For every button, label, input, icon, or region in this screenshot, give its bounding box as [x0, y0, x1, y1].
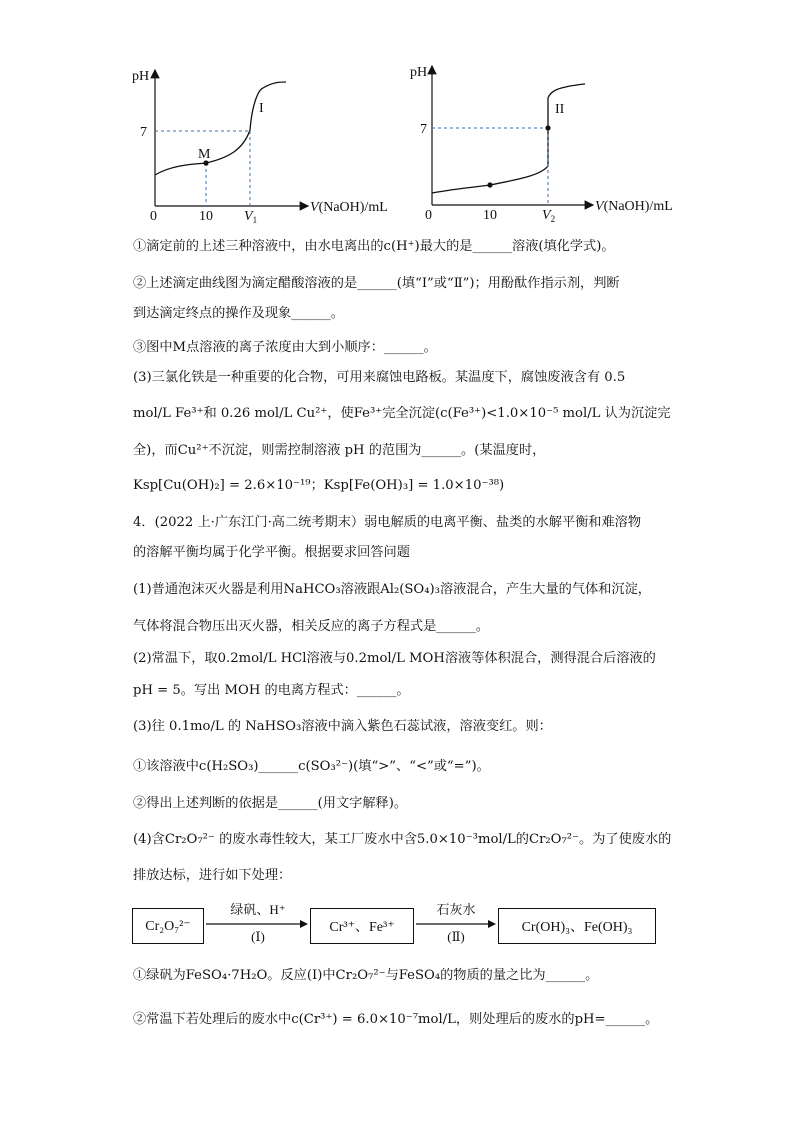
tick-v1: $V_1$	[244, 209, 258, 225]
question-line: ③图中M点溶液的离子浓度由大到小顺序：______。	[133, 340, 437, 355]
x-label: V(NaOH)/mL	[595, 199, 673, 214]
question-line: ②得出上述判断的依据是______(用文字解释)。	[133, 796, 408, 811]
flow-box-dichromate: Cr₂O₇²⁻	[132, 908, 204, 944]
question-line: pH = 5。写出 MOH 的电离方程式：______。	[133, 683, 410, 698]
arrow1	[204, 917, 310, 931]
question-line: (3)往 0.1mo/L 的 NaHSO₃溶液中滴入紫色石蕊试液，溶液变红。则：	[133, 719, 552, 734]
point-M-label: M	[198, 147, 211, 162]
y-label: pH	[132, 69, 150, 84]
question-line: 全)，而Cu²⁺不沉淀，则需控制溶液 pH 的范围为______。(某温度时，	[133, 443, 546, 458]
question-line: 的溶解平衡均属于化学平衡。根据要求回答问题	[133, 545, 410, 560]
question-line: ①该溶液中c(H₂SO₃)______c(SO₃²⁻)(填“>”、“<”或“=”)。	[133, 759, 490, 774]
treatment-flow-diagram	[132, 902, 662, 947]
question-line: 到达滴定终点的操作及现象______。	[133, 306, 344, 321]
curve-I	[155, 82, 286, 175]
arrow1-bottom-label: (Ⅰ)	[251, 929, 265, 944]
arrow2	[414, 917, 498, 931]
question-line: ②上述滴定曲线图为滴定醋酸溶液的是______(填“Ⅰ”或“Ⅱ”)；用酚酞作指示剂，判断	[133, 276, 620, 291]
question-line: (2)常温下，取0.2mol/L HCl溶液与0.2mol/L MOH溶液等体积混合，测得混合后溶液的	[133, 651, 656, 666]
question-line: 气体将混合物压出灭火器，相关反应的离子方程式是______。	[133, 619, 490, 634]
tick-v2: $V_2$	[542, 208, 556, 224]
question-line: (1)普通泡沫灭火器是利用NaHCO₃溶液跟Al₂(SO₄)₃溶液混合，产生大量的气体和沉淀，	[133, 582, 651, 597]
titration-curve-II	[405, 58, 695, 225]
arrow2-bottom-label: (Ⅱ)	[447, 929, 465, 944]
question-line: Ksp[Cu(OH)₂] = 2.6×10⁻¹⁹；Ksp[Fe(OH)₃] = 1.0×10⁻³⁸)	[133, 478, 505, 493]
point-equivalence	[545, 125, 550, 130]
tick-7: 7	[140, 125, 147, 140]
x-label: V(NaOH)/mL	[310, 200, 388, 215]
question-line: ①滴定前的上述三种溶液中，由水电离出的c(H⁺)最大的是______溶液(填化学式)。	[133, 239, 615, 254]
question-line: (4)含Cr₂O₇²⁻ 的废水毒性较大，某工厂废水中含5.0×10⁻³mol/L的Cr₂O₇²⁻。为了使废水的	[133, 832, 672, 847]
arrow2-top-label: 石灰水	[436, 902, 476, 917]
flow-box-hydroxides: Cr(OH)₃、Fe(OH)₃	[498, 908, 656, 944]
flow-box-ions: Cr³⁺、Fe³⁺	[310, 908, 414, 944]
point-10	[487, 182, 492, 187]
titration-curve-I	[128, 60, 408, 225]
question-line: 排放达标，进行如下处理：	[133, 868, 292, 883]
question-line: (3)三氯化铁是一种重要的化合物，可用来腐蚀电路板。某温度下，腐蚀废液含有 0.5	[133, 370, 626, 385]
question-line: ②常温下若处理后的废水中c(Cr³⁺) = 6.0×10⁻⁷mol/L，则处理后的废水的pH=______。	[133, 1012, 659, 1027]
question-line: 4．(2022 上·广东江门·高二统考期末）弱电解质的电离平衡、盐类的水解平衡和难溶物	[133, 515, 642, 530]
tick-7: 7	[420, 122, 427, 137]
question-line: mol/L Fe³⁺和 0.26 mol/L Cu²⁺，使Fe³⁺完全沉淀(c(Fe³⁺)<1.0×10⁻⁵ mol/L 认为沉淀完	[133, 406, 671, 421]
y-label: pH	[410, 65, 428, 80]
curve-label-I: I	[259, 101, 264, 116]
tick-10: 10	[483, 208, 497, 223]
curve-label-II: II	[555, 102, 565, 117]
tick-10: 10	[199, 209, 213, 224]
curve-II	[432, 84, 585, 193]
tick-0: 0	[150, 209, 157, 224]
tick-0: 0	[425, 208, 432, 223]
arrow1-top-label: 绿矾、H⁺	[230, 902, 286, 917]
question-line: ①绿矾为FeSO₄·7H₂O。反应(Ⅰ)中Cr₂O₇²⁻与FeSO₄的物质的量之比为______。	[133, 968, 599, 983]
